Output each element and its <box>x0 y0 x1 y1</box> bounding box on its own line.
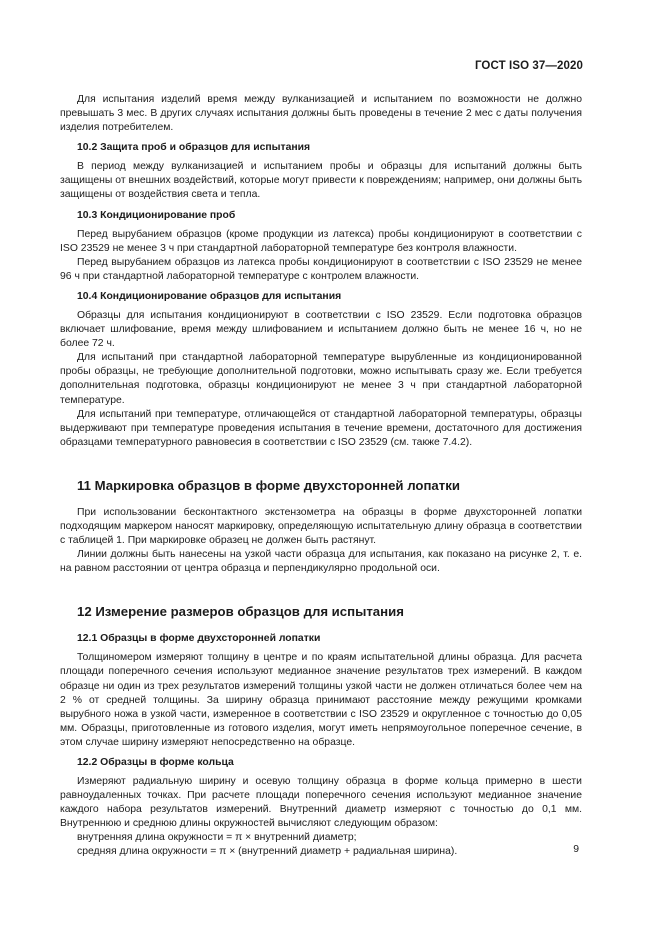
paragraph: Для испытания изделий время между вулканизацией и испытанием по возможности не должно превышать 3 мес. В других случаях испытания должны быть проведены в течение 2 мес с даты получения изделия потребителем. <box>60 94 582 134</box>
paragraph: Для испытаний при температуре, отличающейся от стандартной лабораторной температуры, образцы выдерживают при температуре проведения испытания в течение времени, достаточного для достижения образцами температурного равновесия в соответствии с ISO 23529 (см. также 7.4.2). <box>60 408 582 448</box>
paragraph: Перед вырубанием образцов из латекса пробы кондиционируют в соответствии с ISO 23529 не менее 96 ч при стандартной лабораторной температуре с контролем влажности. <box>60 256 582 282</box>
section-heading-10-4: 10.4 Кондиционирование образцов для испытания <box>77 290 342 302</box>
paragraph: В период между вулканизацией и испытанием пробы и образцы для испытаний должны быть защищены от внешних воздействий, которые могут привести к повреждениям; например, они должны быть защищены от воздействия света и тепла. <box>60 161 582 201</box>
section-heading-10-2: 10.2 Защита проб и образцов для испытания <box>77 142 311 154</box>
section-heading-10-3: 10.3 Кондиционирование проб <box>77 209 236 221</box>
page-content <box>60 93 582 860</box>
standard-header: ГОСТ ISO 37—2020 <box>474 60 583 72</box>
paragraph: При использовании бесконтактного экстензометра на образцы в форме двухсторонней лопатки подходящим маркером наносят маркировку, определяющую испытательную длину образца в соответствии с таблицей 1. При маркировке образец не должен быть растянут. <box>60 506 582 547</box>
paragraph: Для испытаний при стандартной лабораторной температуре вырубленные из кондиционированной пробы образцы, не требующие дополнительной подготовки, можно испытывать сразу же. Если требуется дополнительная подготовка, образцы кондиционируют не менее 3 ч при стандартной лабораторной температуре. <box>60 352 582 406</box>
paragraph: Измеряют радиальную ширину и осевую толщину образца в форме кольца примерно в шести равноудаленных точках. При расчете площади поперечного сечения используют медианное значение каждого набора результатов измерений. Внутренний диаметр измеряют с точностью до 0,1 мм. Внутреннюю и среднюю длины окружностей вычисляют следующим образом: <box>60 776 582 830</box>
paragraph: Линии должны быть нанесены на узкой части образца для испытания, как показано на рисунке 2, т. е. на равном расстоянии от центра образца и перпендикулярно продольной оси. <box>60 549 582 575</box>
section-heading-12-1: 12.1 Образцы в форме двухсторонней лопатки <box>77 633 321 645</box>
paragraph: Перед вырубанием образцов (кроме продукции из латекса) пробы кондиционируют в соответствии с ISO 23529 не менее 3 ч при стандартной лабораторной температуре без контроля влажности. <box>60 228 582 254</box>
formula-inner-circumference: внутренняя длина окружности = π × внутренний диаметр; <box>77 832 357 844</box>
section-heading-12-2: 12.2 Образцы в форме кольца <box>77 757 234 768</box>
paragraph: Образцы для испытания кондиционируют в соответствии с ISO 23529. Если подготовка образцов включает шлифование, время между шлифованием и испытанием должно быть не менее 16 ч, но не более 72 ч. <box>60 309 582 350</box>
formula-mean-circumference: средняя длина окружности = π × (внутренний диаметр + радиальная ширина). <box>77 846 458 858</box>
paragraph: Толщиномером измеряют толщину в центре и по краям испытательной длины образца. Для расчета площади поперечного сечения используют медианное значение результатов трех измерений. В каждом образце ни один из трех результатов измерений толщины узкой части не должен отличаться более чем на 2 % от средней толщины. За ширину образца принимают расстояние между режущими кромками вырубного ножа в узкой части, измеренное в соответствии с ISO 23529 и округленное с точностью до 0,05 мм. Образцы, приготовленные из готового изделия, могут иметь непрямоугольное поперечное сечение, в этом случае ширину измеряют непосредственно на образце. <box>60 652 582 748</box>
page-number: 9 <box>573 844 579 855</box>
section-heading-12: 12 Измерение размеров образцов для испытания <box>77 604 404 620</box>
section-heading-11: 11 Маркировка образцов в форме двухсторонней лопатки <box>77 477 460 493</box>
